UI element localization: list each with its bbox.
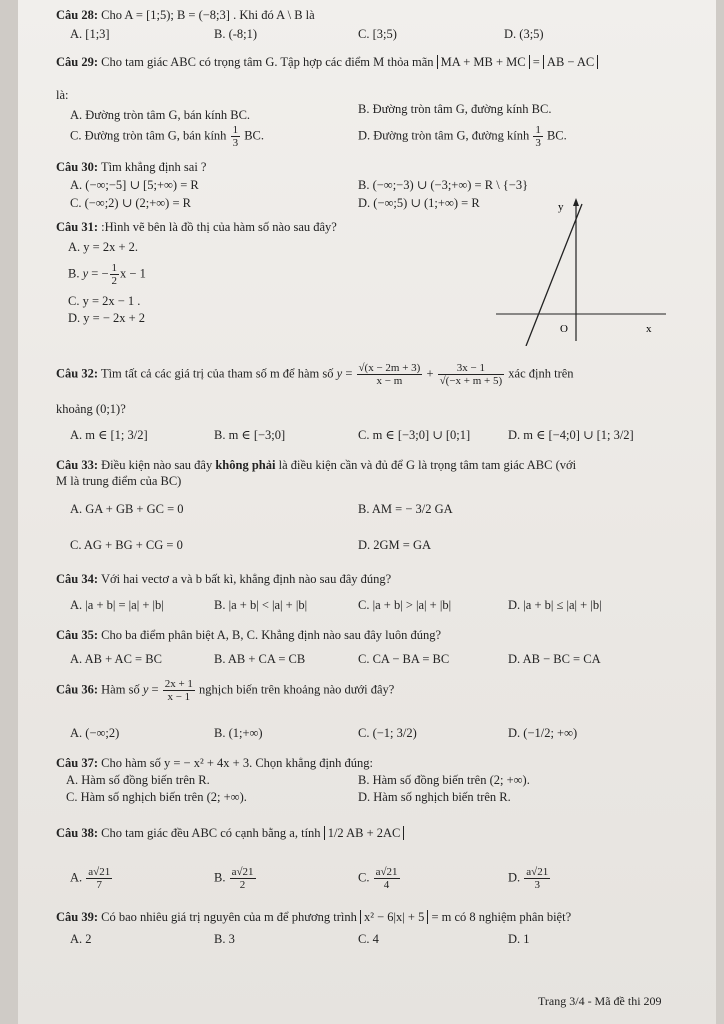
question-text: Điều kiện nào sau đây (101, 458, 213, 472)
question-text: nghịch biến trên khoảng nào dưới đây? (199, 682, 395, 697)
option-text: BC. (244, 128, 264, 143)
question-29: Câu 29: Cho tam giác ABC có trọng tâm G. Tập hợp các điểm M thỏa mãn MA + MB + MC = AB − AC (56, 55, 598, 71)
option-c: C. AG + BG + CG = 0 (70, 538, 183, 552)
fraction-2 (438, 362, 505, 387)
question-label: Câu 29: (56, 55, 99, 69)
option-a: A. (−∞;−5] ∪ [5;+∞) = R (70, 178, 199, 192)
question-text-line2: khoảng (0;1)? (56, 402, 126, 416)
question-text-line2: M là trung điểm của BC) (56, 474, 182, 488)
option-c: C. m ∈ [−3;0] ∪ [0;1] (358, 428, 471, 442)
question-label: Câu 38: (56, 826, 99, 840)
y-axis-arrow (573, 198, 579, 206)
question-label: Câu 33: (56, 458, 99, 472)
option-b: B. AB + CA = CB (214, 652, 306, 666)
option-c: C. $\frac{a√21}{4}$ (358, 866, 398, 892)
equation-expression: x² − 6|x| + 5 (360, 910, 428, 924)
numerator: a√21 (526, 866, 549, 878)
question-label: Câu 32: (56, 366, 99, 381)
denominator: 3 (534, 879, 540, 892)
fraction (163, 678, 195, 703)
option-a: A. y = 2x + 2. (68, 240, 139, 254)
question-31 (56, 220, 337, 236)
question-38 (56, 826, 404, 842)
option-c: C. y = 2x − 1 . (68, 294, 141, 308)
question-text: Cho tam giác đều ABC có cạnh bằng a, tính (101, 826, 321, 840)
question-label: Câu 36: (56, 682, 99, 697)
denominator: 3 (232, 137, 239, 150)
question-32: Câu 32: Tìm tất cả các giá trị của tham số m để hàm số y = $\frac{√(x - 2m + 3)}{x - m}$ + $\frac{3x - 1}{√(-x + m + 5)}$ xác định trên (56, 362, 574, 388)
question-text: = m có 8 nghiệm phân biệt? (431, 910, 572, 924)
question-text-bold: không phải (215, 458, 276, 472)
option-text: C. Đường tròn tâm G, bán kính (70, 128, 227, 143)
option-b: B. |a + b| < |a| + |b| (214, 598, 308, 612)
option-c: C. (−∞;2) ∪ (2;+∞) = R (70, 196, 191, 210)
numerator: a√21 (88, 866, 111, 878)
question-text: :Hình vẽ bên là đồ thị của hàm số nào sau đây? (101, 220, 337, 234)
question-text-la: là: (56, 88, 69, 102)
question-text: Với hai vectơ a và b bất kì, khẳng định nào sau đây đúng? (100, 572, 392, 586)
numerator: 1 (232, 124, 239, 136)
option-b: B. 3 (214, 932, 235, 946)
option-a: A. GA + GB + GC = 0 (70, 502, 184, 516)
condition-right: AB − AC (543, 55, 598, 69)
option-a: A. Hàm số đồng biến trên R. (66, 773, 210, 787)
question-text: Cho ba điểm phân biệt A, B, C. Khẳng định nào sau đây luôn đúng? (101, 628, 442, 642)
option-d: D. |a + b| ≤ |a| + |b| (508, 598, 602, 612)
option-b: B. (1;+∞) (214, 726, 263, 740)
page-footer: Trang 3/4 - Mã đề thi 209 (538, 994, 662, 1008)
question-text: Hàm số (101, 682, 140, 697)
option-c: C. 4 (358, 932, 379, 946)
option-a: A. [1;3] (70, 27, 110, 41)
option-b: B. Hàm số đồng biến trên (2; +∞). (358, 773, 530, 787)
fraction (533, 124, 543, 149)
question-33 (56, 458, 576, 474)
option-b: B. AM = − 3/2 GA (358, 502, 453, 516)
vector-expression: 1/2 AB + 2AC (324, 826, 405, 840)
option-a: A. (−∞;2) (70, 726, 120, 740)
question-text: Cho A = [1;5); B = (−8;3] . Khi đó A \ B là (101, 8, 315, 22)
option-d: D. (−1/2; +∞) (508, 726, 578, 740)
question-label: Câu 31: (56, 220, 99, 234)
option-a: A. 2 (70, 932, 92, 946)
question-text-tail: xác định trên (508, 366, 574, 381)
option-d: D. y = − 2x + 2 (68, 311, 146, 325)
option-d: D. (3;5) (504, 27, 544, 41)
question-37 (56, 756, 373, 772)
option-d: D. Hàm số nghịch biến trên R. (358, 790, 511, 804)
origin-label: O (560, 323, 568, 335)
denominator: x − m (376, 375, 403, 388)
option-a: A. |a + b| = |a| + |b| (70, 598, 164, 612)
question-34 (56, 572, 391, 588)
fraction-1 (357, 362, 423, 387)
numerator: a√21 (231, 866, 254, 878)
option-c: C. |a + b| > |a| + |b| (358, 598, 452, 612)
option-c: C. [3;5) (358, 27, 397, 41)
fraction: $\frac{1}{2}$ (111, 262, 118, 288)
denominator: 7 (96, 879, 102, 892)
option-b: B. Đường tròn tâm G, đường kính BC. (358, 102, 552, 116)
condition-left: MA + MB + MC (437, 55, 530, 69)
option-b: B. y = − $\frac{1}{2}$ x − 1 (68, 262, 146, 288)
option-text: D. Đường tròn tâm G, đường kính (358, 128, 530, 143)
question-label: Câu 34: (56, 572, 99, 586)
question-text: là điều kiện cần và đủ để G là trọng tâm tam giác ABC (với (278, 458, 577, 472)
question-label: Câu 35: (56, 628, 99, 642)
option-a: A. AB + AC = BC (70, 652, 162, 666)
option-text: BC. (546, 128, 567, 143)
option-b: B. $\frac{a√21}{2}$ (214, 866, 254, 892)
option-a: A. $\frac{a√21}{7}$ (70, 866, 111, 892)
denominator: 4 (383, 879, 390, 892)
option-a: A. Đường tròn tâm G, bán kính BC. (70, 108, 251, 122)
question-30 (56, 160, 206, 176)
option-d: D. m ∈ [−4;0] ∪ [1; 3/2] (508, 428, 634, 442)
numerator: 1 (535, 124, 541, 136)
exam-page (18, 0, 716, 1024)
question-35 (56, 628, 441, 644)
option-text: x − 1 (120, 266, 146, 281)
fraction (231, 124, 241, 149)
question-28 (56, 8, 315, 24)
question-label: Câu 39: (56, 910, 99, 924)
option-b: B. (-8;1) (214, 27, 258, 41)
numerator: 3x − 1 (438, 362, 505, 375)
question-text: Tìm khẳng định sai ? (100, 160, 207, 174)
option-c: C. CA − BA = BC (358, 652, 450, 666)
option-c (70, 124, 264, 149)
option-d: D. (−∞;5) ∪ (1;+∞) = R (358, 196, 480, 210)
option-d: D. $\frac{a√21}{3}$ (508, 866, 549, 892)
numerator: √(x − 2m + 3) (358, 362, 421, 374)
y-axis-label: y (558, 201, 564, 213)
question-text: Có bao nhiêu giá trị nguyên của m để phương trình (101, 910, 357, 924)
question-36: Câu 36: Hàm số y = $\frac{2x + 1}{x - 1}$ nghịch biến trên khoảng nào dưới đây? (56, 678, 395, 704)
option-b: B. m ∈ [−3;0] (214, 428, 286, 442)
denominator: 3 (535, 137, 541, 150)
option-d: D. 2GM = GA (358, 538, 432, 552)
function-graph (496, 196, 676, 346)
option-c: C. Hàm số nghịch biến trên (2; +∞). (66, 790, 247, 804)
question-text: Cho hàm số y = − x² + 4x + 3. Chọn khẳng định đúng: (101, 756, 374, 770)
question-39 (56, 910, 571, 926)
option-d (358, 124, 567, 149)
question-text: Cho tam giác ABC có trọng tâm G. Tập hợp các điểm M thỏa mãn (101, 55, 434, 69)
denominator: √(−x + m + 5) (439, 375, 503, 388)
option-c: C. (−1; 3/2) (358, 726, 417, 740)
option-b: B. (−∞;−3) ∪ (−3;+∞) = R \ {−3} (358, 178, 529, 192)
option-a: A. m ∈ [1; 3/2] (70, 428, 148, 442)
option-label: B. (68, 266, 80, 281)
question-label: Câu 37: (56, 756, 99, 770)
question-label: Câu 30: (56, 160, 99, 174)
option-d: D. AB − BC = CA (508, 652, 601, 666)
x-axis-label: x (646, 323, 652, 335)
numerator: 2x + 1 (164, 678, 193, 690)
denominator: 2 (239, 879, 246, 892)
denominator: x − 1 (167, 691, 191, 704)
numerator: a√21 (375, 866, 398, 878)
graph-line (526, 204, 582, 346)
option-d: D. 1 (508, 932, 530, 946)
question-text: Tìm tất cả các giá trị của tham số m để hàm số (100, 366, 334, 381)
question-label: Câu 28: (56, 8, 99, 22)
